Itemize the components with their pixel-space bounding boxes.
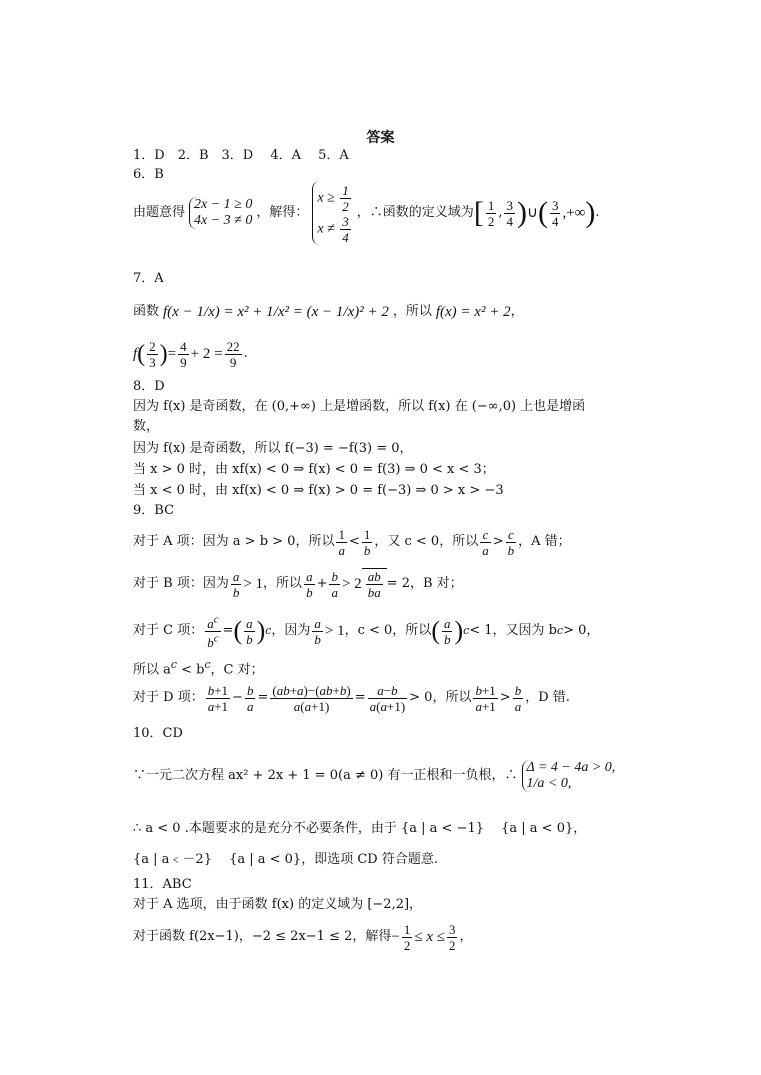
- option-d: 对于 D 项： $\frac{b+1}{a+1}$ − $\frac{b}{a}$ = $\frac{(ab+a)-(ab+b)}{a(a+1)}$ = $\frac{a-b}{a(a+1)}$ > 0，所以 $\frac{b+1}{a+1}$ > $\frac{b}{a}$ ，D 错.: [133, 682, 570, 714]
- den: 9: [180, 354, 187, 370]
- text: ，所以: [392, 304, 432, 319]
- solution-1: [317, 183, 352, 214]
- text-line: 对于 A 选项，由于函数 f(x) 的定义域为 [−2,2]，: [133, 897, 423, 912]
- answer-10: 10．CD: [133, 726, 183, 741]
- inequality-2: 4x − 3 ≠ 0: [194, 213, 253, 228]
- paren: (: [137, 341, 146, 367]
- num: 3: [551, 197, 559, 213]
- solution-6: 由题意得 2x − 1 ≥ 0 4x − 3 ≠ 0 ，解得： x ≥ $\frac{1}{2}$ x ≠ $\frac{3}{4}$ ，∴函数的定义域为 [ $\frac{1}{2}$ , $\frac{3}{4}$ ) ∪ ( $\frac{3}{4}$ ,+∞ ) .: [133, 183, 600, 245]
- num: 22: [226, 338, 240, 354]
- num: 2: [149, 338, 156, 354]
- num: 4: [180, 338, 187, 354]
- page-title: 答案: [366, 130, 395, 146]
- num: 3: [506, 197, 513, 213]
- solution-11: 对于函数 f(2x−1)，−2 ≤ 2x−1 ≤ 2，解得 − $\frac{1}{2}$ ≤ x ≤ $\frac{3}{2}$ ，: [133, 921, 473, 953]
- paren: ): [159, 341, 168, 367]
- sqrt: $\frac{ab}{ba}$: [362, 568, 387, 600]
- text-line: 当 x < 0 时，由 xf(x) < 0 ⇒ f(x) > 0 = f(−3) ⇒ 0 > x > −3: [133, 483, 504, 498]
- fraction: $\frac{b+1}{a+1}$: [207, 682, 229, 714]
- text-line: 数，: [133, 419, 160, 434]
- text: = 2，B 对；: [386, 576, 463, 591]
- function-expression: f(x − 1/x) = x² + 1/x² = (x − 1/x)² + 2: [163, 304, 389, 320]
- answer-11: 11．ABC: [133, 877, 192, 892]
- plus-two: + 2 =: [190, 346, 223, 362]
- fraction: $\frac{a^c}{b^c}$: [207, 613, 219, 650]
- text: ∵一元二次方程 ax² + 2x + 1 = 0(a ≠ 0) 有一正根和一负根，∴: [133, 768, 518, 783]
- fraction: $\frac{(ab+a)-(ab+b)}{a(a+1)}$: [272, 682, 351, 714]
- text-line: 当 x > 0 时，由 xf(x) < 0 ⇒ f(x) < 0 = f(3) ⇒ 0 < x < 3；: [133, 462, 495, 477]
- fraction: [504, 198, 515, 229]
- answer-8: 8．D: [133, 379, 165, 394]
- inequality-1: 2x − 1 ≥ 0: [194, 197, 253, 212]
- fraction: $\frac{a}{b}$: [306, 568, 313, 600]
- fraction: [178, 339, 189, 370]
- text: 对于 A 项：因为 a > b > 0，所以: [133, 534, 335, 549]
- den: 2: [448, 937, 456, 953]
- fraction: $\frac{c}{b}$: [507, 526, 515, 558]
- text: ，D 错.: [525, 690, 570, 705]
- den: 4: [551, 213, 559, 229]
- den: 2: [487, 213, 495, 229]
- fraction: $\frac{b}{a}$: [514, 682, 522, 714]
- text: > 0，: [563, 623, 600, 638]
- fraction: $\frac{c}{a}$: [482, 526, 489, 558]
- text: 对于 C 项：: [133, 623, 204, 638]
- condition-2: 1/a < 0,: [526, 776, 572, 791]
- fraction: [402, 922, 413, 953]
- condition-1: Δ = 4 − 4a > 0,: [526, 760, 616, 775]
- den: 3: [149, 354, 156, 370]
- fraction: [486, 198, 497, 229]
- text: 对于 B 项：因为: [133, 576, 229, 591]
- fraction: $\frac{a-b}{a(a+1)}$: [369, 682, 406, 714]
- num: 1: [342, 183, 349, 198]
- num: 1: [403, 921, 411, 937]
- paren: ): [585, 196, 596, 229]
- text: ，C 对；: [210, 662, 264, 678]
- text-line: {a | a﹤－2} {a | a < 0}，即选项 CD 符合题意.: [133, 852, 438, 867]
- text: < 1，又因为 b: [469, 623, 557, 638]
- fraction: $\frac{a}{b}$: [232, 568, 240, 600]
- fraction: $\frac{b+1}{a+1}$: [475, 682, 496, 714]
- num: 3: [342, 214, 349, 229]
- text-line: 因为 f(x) 是奇函数，所以 f(−3) = −f(3) = 0，: [133, 441, 413, 456]
- eq: =: [167, 346, 177, 362]
- inequality-system: [189, 197, 252, 229]
- function-result: f(x) = x² + 2: [435, 304, 511, 320]
- num: 1: [487, 197, 495, 213]
- answer-list-1-5: 1．D 2．B 3．D 4．A 5．A: [133, 148, 349, 163]
- solution-system: [312, 181, 352, 245]
- solution-7a: 函数 f(x − 1/x) = x² + 1/x² = (x − 1/x)² + 2 ，所以 f(x) = x² + 2 ，: [133, 304, 524, 320]
- option-c: 对于 C 项： $\frac{a^c}{b^c}$ = ( $\frac{a}{b}$ ) c ，因为 $\frac{a}{b}$ > 1 ，c < 0，所以 ( $\frac{a}{b}$ ) c < 1，又因为 b c > 0，: [133, 613, 600, 650]
- fraction: $\frac{1}{b}$: [363, 526, 371, 558]
- x-ge: x ≥: [317, 190, 335, 206]
- den: 4: [342, 230, 349, 245]
- paren: (: [537, 196, 548, 229]
- num: 3: [448, 921, 456, 937]
- text: ，∴函数的定义域为: [356, 205, 474, 220]
- option-a: 对于 A 项：因为 a > b > 0，所以 $\frac{1}{a}$ < $\frac{1}{b}$ ，又 c < 0，所以 $\frac{c}{a}$ > $\frac{c}{b}$ ，A 错；: [133, 526, 571, 558]
- fraction: [447, 922, 458, 953]
- fraction: $\frac{b}{a}$: [246, 682, 254, 714]
- x-ne: x ≠: [317, 221, 335, 237]
- fraction: $\frac{a}{b}$: [314, 615, 321, 647]
- den: 2: [342, 199, 349, 214]
- text: 函数: [133, 304, 160, 319]
- solution-10: [133, 744, 619, 808]
- text: ，A 错；: [518, 534, 571, 549]
- bracket: [: [473, 196, 484, 229]
- fraction: [550, 198, 561, 229]
- text: ，因为: [271, 623, 311, 638]
- fraction: [340, 183, 351, 214]
- text: ，: [459, 929, 473, 944]
- option-b: 对于 B 项：因为 $\frac{a}{b}$ > 1 ，所以 $\frac{a}{b}$ + $\frac{b}{a}$ > 2 $\frac{ab}{ba}$ = 2，B 对；: [133, 568, 463, 600]
- text: > 0，所以: [409, 690, 472, 705]
- fraction: $\frac{b}{a}$: [331, 568, 338, 600]
- text: < b: [181, 662, 205, 678]
- den: 9: [229, 354, 237, 370]
- text: 对于函数 f(2x−1)，−2 ≤ 2x−1 ≤ 2，解得: [133, 929, 392, 944]
- text: ，所以: [263, 576, 303, 591]
- text: ，c < 0，所以: [344, 623, 432, 638]
- answer-9: 9．BC: [133, 503, 175, 518]
- text: 由题意得: [133, 205, 186, 220]
- fraction: [225, 339, 242, 370]
- solution-2: [317, 214, 352, 245]
- infinity: ,+∞: [562, 205, 586, 221]
- f-label: f: [133, 346, 138, 362]
- text: ，解得：: [256, 205, 309, 220]
- text: ，又 c < 0，所以: [374, 534, 479, 549]
- option-c-conclusion: 所以 $a^c < b^c$，C 对；: [133, 658, 264, 678]
- text: 对于 D 项：: [133, 690, 204, 705]
- den: 4: [506, 213, 513, 229]
- paren: ): [516, 196, 527, 229]
- text-line: ∴ a < 0 .本题要求的是充分不必要条件，由于 {a | a < −1} {a | a < 0}，: [133, 821, 587, 836]
- answer-7: 7．A: [133, 271, 164, 286]
- solution-7b: f ( $\frac{2}{3}$ ) = $\frac{4}{9}$ + 2 = $\frac{22}{9}$ .: [133, 338, 248, 370]
- text: 所以 a: [133, 662, 171, 678]
- fraction: $\frac{1}{a}$: [338, 526, 345, 558]
- answer-6: 6．B: [133, 167, 164, 182]
- condition-system: [522, 760, 616, 792]
- text-line: 因为 f(x) 是奇函数，在 (0,+∞) 上是增函数，所以 f(x) 在 (−∞,0) 上也是增函: [133, 399, 586, 414]
- fraction: [147, 339, 158, 370]
- union: ∪: [526, 205, 538, 221]
- den: 2: [403, 937, 411, 953]
- fraction: [340, 214, 351, 245]
